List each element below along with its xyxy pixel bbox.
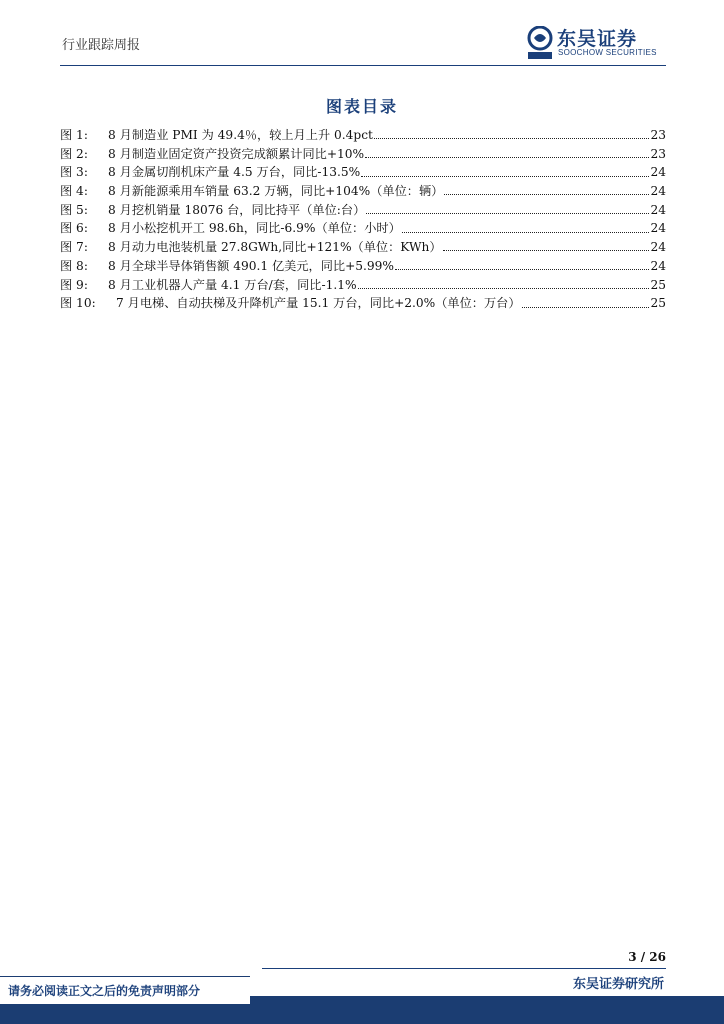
toc-entry-label: 图 3: — [60, 165, 88, 180]
report-type-label: 行业跟踪周报 — [62, 38, 141, 53]
toc-entry[interactable] — [60, 145, 666, 164]
toc-entry-label: 图 9: — [60, 277, 88, 292]
toc-entry[interactable] — [60, 276, 666, 295]
toc-entry-page: 24 — [650, 202, 666, 217]
toc-leader-dots — [522, 307, 649, 308]
soochow-logo-icon — [527, 26, 553, 60]
toc-entry-label: 图 5: — [60, 202, 88, 217]
toc-leader-dots — [402, 232, 649, 233]
footer-organization: 东吴证券研究所 — [572, 977, 664, 992]
page-number: 3 / 26 — [628, 950, 666, 964]
toc-leader-dots — [365, 157, 649, 158]
toc-leader-dots — [361, 176, 649, 177]
logo-chinese-name: 东吴证券 — [557, 28, 638, 50]
toc-entry-label: 图 8: — [60, 258, 88, 273]
toc-entry[interactable] — [60, 126, 666, 145]
toc-entry-text: 7 月电梯、自动扶梯及升降机产量 15.1 万台，同比+2.0%（单位：万台） — [116, 296, 521, 311]
toc-title: 图表目录 — [325, 97, 398, 116]
toc-entry-text: 8 月金属切削机床产量 4.5 万台，同比-13.5% — [108, 165, 361, 180]
toc-entry-page: 25 — [650, 296, 666, 311]
logo-english-name: SOOCHOW SECURITIES — [558, 48, 657, 57]
toc-entry-label: 图 1: — [60, 128, 88, 142]
toc-entry-label: 图 2: — [60, 146, 88, 161]
toc-entry-text: 8 月制造业 PMI 为 49.4％，较上月上升 0.4pct — [108, 128, 373, 142]
toc-entry-text: 8 月新能源乘用车销量 63.2 万辆，同比+104%（单位：辆） — [108, 184, 444, 199]
toc-entry-page: 24 — [650, 184, 666, 199]
toc-leader-dots — [443, 250, 649, 251]
toc-entry-page: 24 — [650, 240, 666, 255]
toc-entry-page: 24 — [650, 165, 666, 180]
toc-entry[interactable] — [60, 201, 666, 220]
toc-entry-text: 8 月制造业固定资产投资完成额累计同比+10% — [108, 146, 365, 161]
toc-entry-label: 图 6: — [60, 221, 88, 236]
toc-entry-label: 图 7: — [60, 240, 88, 255]
toc-entry[interactable] — [60, 294, 666, 313]
toc-entry-label: 图 4: — [60, 184, 88, 199]
toc-entry-page: 23 — [650, 146, 666, 161]
toc-entry[interactable] — [60, 182, 666, 201]
toc-entry-page: 25 — [650, 277, 666, 292]
toc-entry-page: 24 — [650, 221, 666, 236]
toc-leader-dots — [374, 138, 649, 139]
soochow-logo — [527, 24, 677, 62]
toc-entry-text: 8 月工业机器人产量 4.1 万台/套，同比-1.1% — [108, 277, 357, 292]
toc-entry[interactable] — [60, 219, 666, 238]
footer-divider — [262, 968, 666, 969]
disclaimer-notice: 请务必阅读正文之后的免责声明部分 — [0, 976, 250, 1004]
header-divider — [60, 65, 666, 66]
toc-entry[interactable] — [60, 238, 666, 257]
toc-entry[interactable] — [60, 257, 666, 276]
toc-entry-text: 8 月全球半导体销售额 490.1 亿美元，同比+5.99% — [108, 258, 395, 273]
toc-entry-text: 8 月挖机销量 18076 台，同比持平（单位:台） — [108, 202, 366, 217]
figure-toc — [60, 126, 666, 313]
toc-leader-dots — [358, 288, 649, 289]
toc-leader-dots — [395, 269, 649, 270]
toc-leader-dots — [366, 213, 649, 214]
toc-leader-dots — [444, 194, 649, 195]
toc-entry[interactable] — [60, 163, 666, 182]
toc-entry-page: 23 — [650, 128, 666, 142]
toc-entry-text: 8 月动力电池装机量 27.8GWh,同比+121%（单位：KWh） — [108, 240, 442, 255]
toc-entry-text: 8 月小松挖机开工 98.6h，同比-6.9%（单位：小时） — [108, 221, 401, 236]
toc-entry-label: 图 10: — [60, 296, 96, 311]
toc-entry-page: 24 — [650, 258, 666, 273]
